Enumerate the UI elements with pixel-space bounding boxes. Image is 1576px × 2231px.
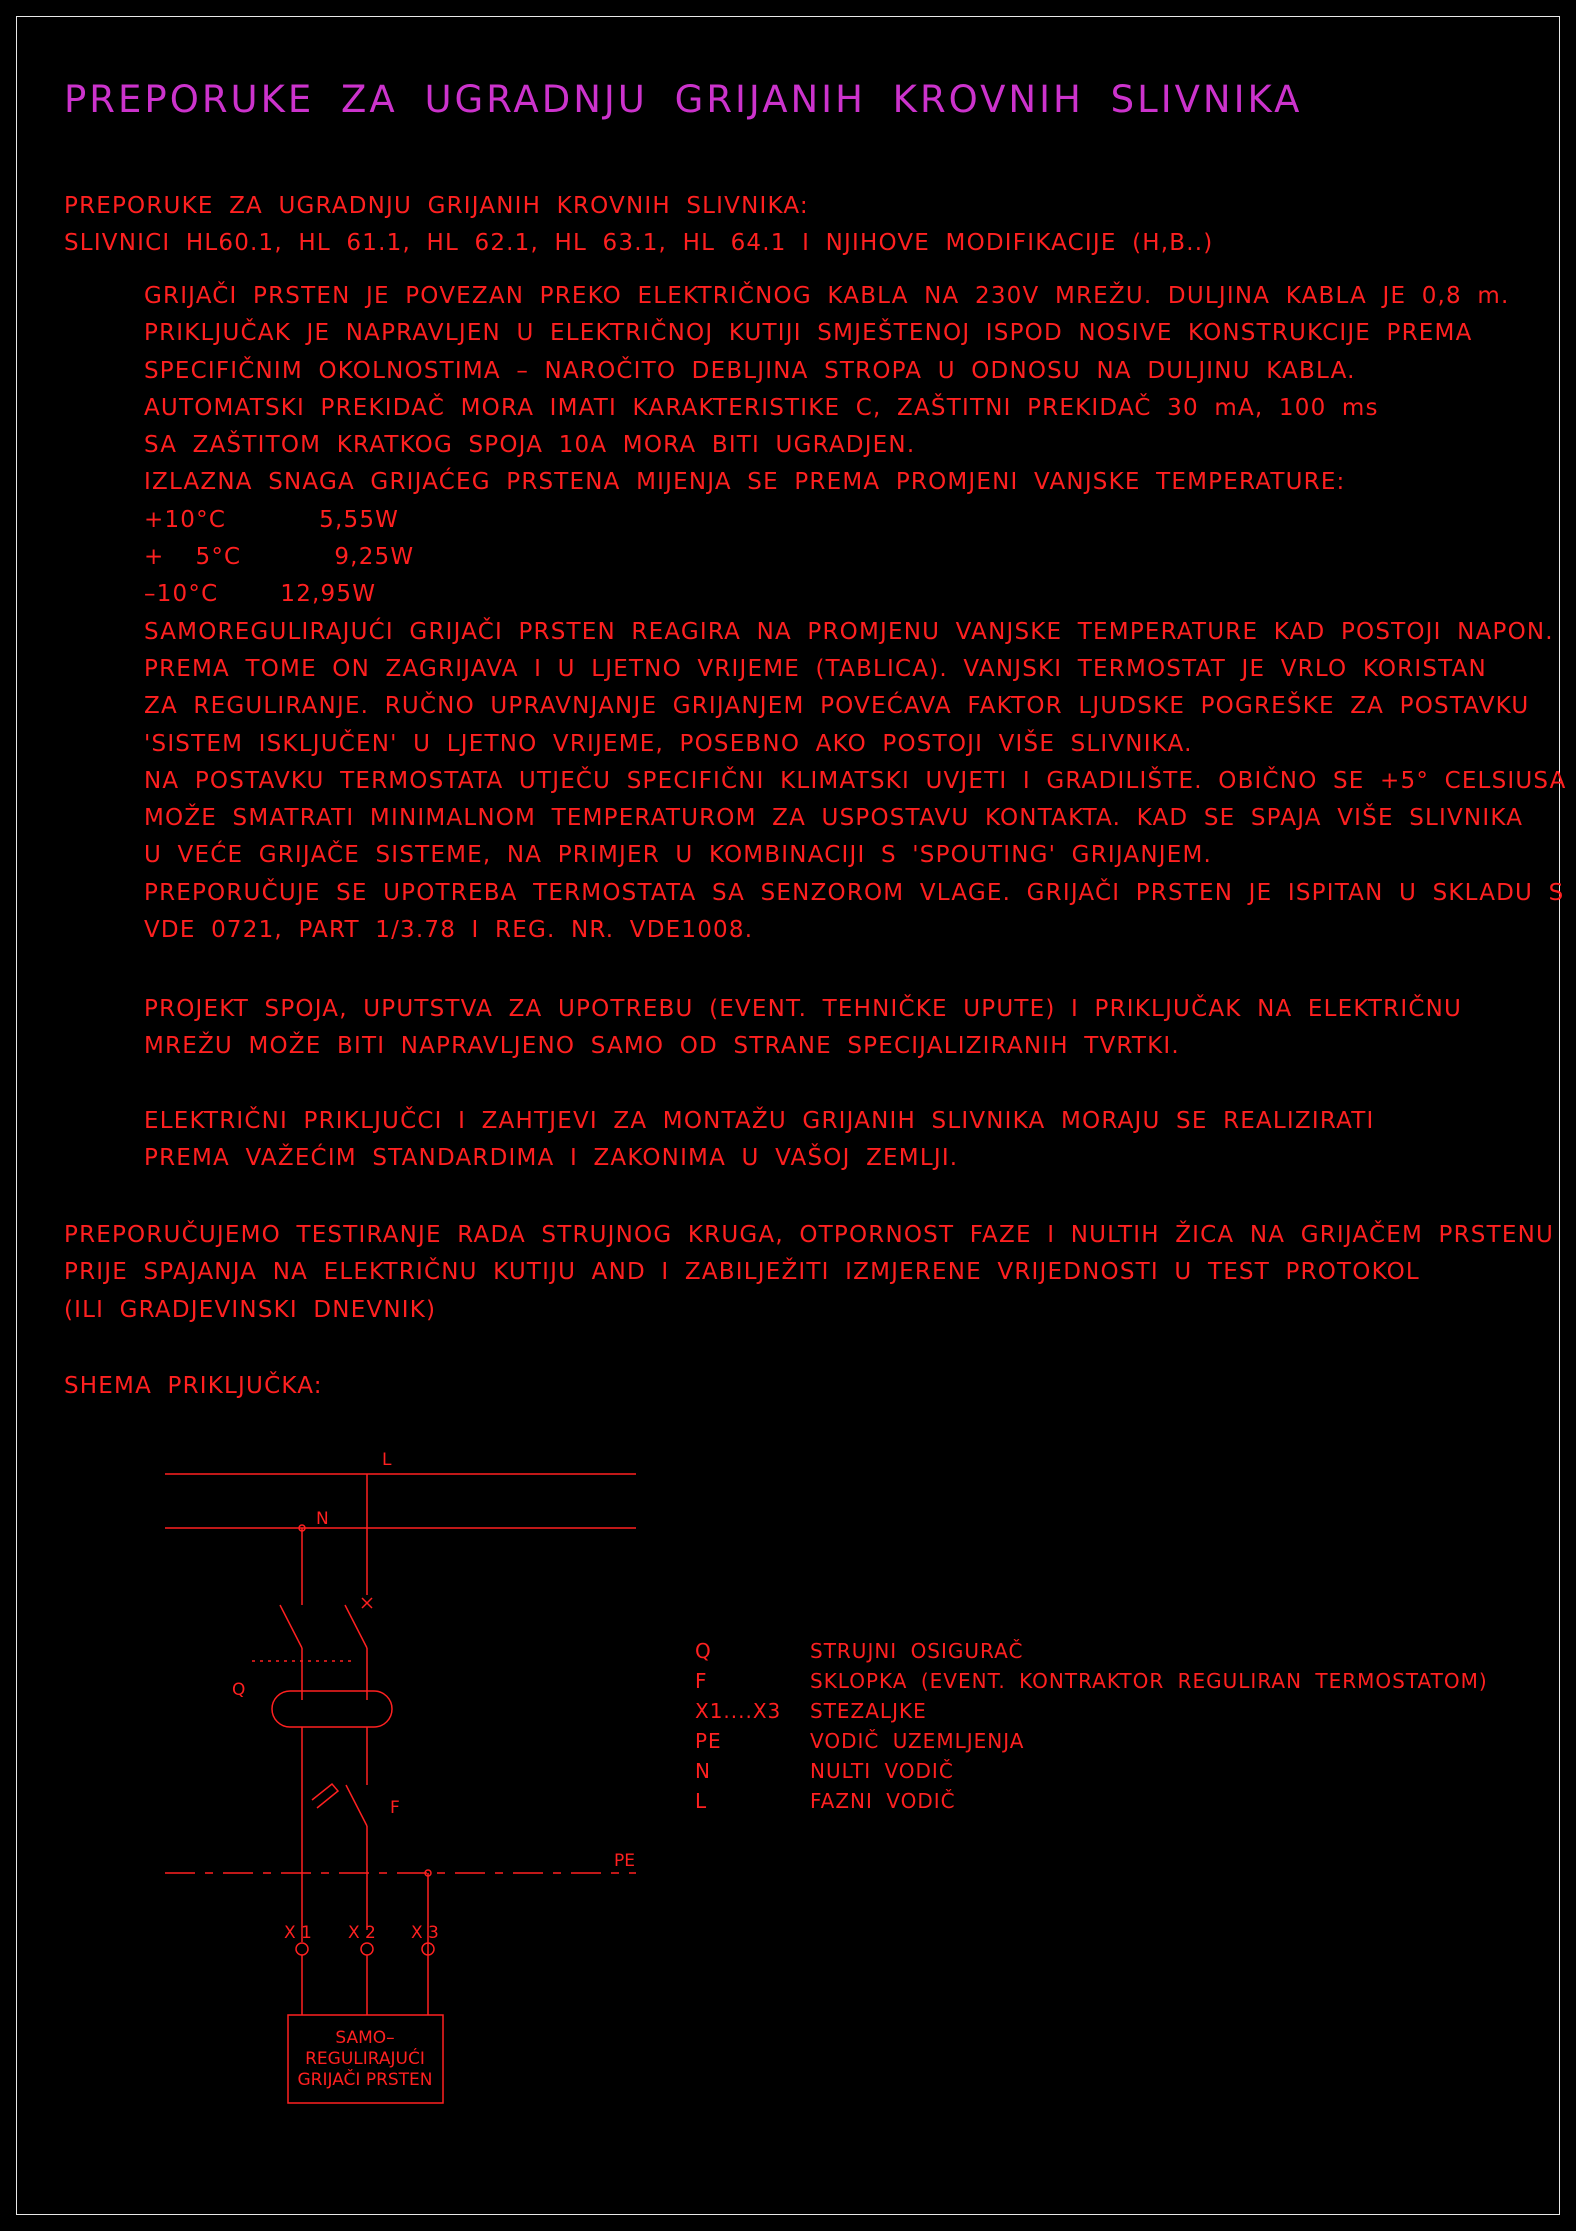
legend-desc: STRUJNI OSIGURAČ bbox=[810, 1639, 1024, 1663]
body-line: PREMA TOME ON ZAGRIJAVA I U LJETNO VRIJEME (TABLICA). VANJSKI TERMOSTAT JE VRLO KORISTAN bbox=[144, 655, 1487, 682]
legend-code: F bbox=[695, 1669, 708, 1693]
legend-row bbox=[695, 1786, 1488, 1816]
switch-Q-left bbox=[280, 1605, 302, 1648]
legend-row bbox=[695, 1756, 1488, 1786]
label-X2: X 2 bbox=[348, 1923, 376, 1943]
project-line: MREŽU MOŽE BITI NAPRAVLJENO SAMO OD STRANE SPECIJALIZIRANIH TVRTKI. bbox=[144, 1033, 1180, 1060]
terminal-X2 bbox=[361, 1943, 373, 1955]
legend-row bbox=[695, 1636, 1488, 1666]
body-line: GRIJAČI PRSTEN JE POVEZAN PREKO ELEKTRIČNOG KABLA NA 230V MREŽU. DULJINA KABLA JE 0,8 m. bbox=[144, 283, 1510, 309]
testing-line: PREPORUČUJEMO TESTIRANJE RADA STRUJNOG KRUGA, OTPORNOST FAZE I NULTIH ŽICA NA GRIJAČEM PRSTENU bbox=[64, 1222, 1555, 1248]
body-line: AUTOMATSKI PREKIDAČ MORA IMATI KARAKTERISTIKE C, ZAŠTITNI PREKIDAČ 30 mA, 100 ms bbox=[144, 394, 1379, 421]
body-line: PREPORUČUJE SE UPOTREBA TERMOSTATA SA SENZOROM VLAGE. GRIJAČI PRSTEN JE ISPITAN U SKLADU S bbox=[144, 879, 1565, 906]
schema-heading: SHEMA PRIKLJUČKA: bbox=[64, 1373, 323, 1399]
legend-row bbox=[695, 1726, 1488, 1756]
legend-desc: FAZNI VODIČ bbox=[810, 1789, 956, 1813]
body-line: MOŽE SMATRATI MINIMALNOM TEMPERATUROM ZA USPOSTAVU KONTAKTA. KAD SE SPAJA VIŠE SLIVNIKA bbox=[144, 805, 1524, 832]
body-line: U VEĆE GRIJAČE SISTEME, NA PRIMJER U KOMBINACIJI S 'SPOUTING' GRIJANJEM. bbox=[144, 842, 1213, 869]
electric-line: PREMA VAŽEĆIM STANDARDIMA I ZAKONIMA U VAŠOJ ZEMLJI. bbox=[144, 1145, 959, 1172]
terminal-X1 bbox=[296, 1943, 308, 1955]
switch-Q-right bbox=[345, 1605, 367, 1648]
body-line: 'SISTEM ISKLJUČEN' U LJETNO VRIJEME, POSEBNO AKO POSTOJI VIŠE SLIVNIKA. bbox=[144, 730, 1193, 757]
legend-code: N bbox=[695, 1759, 711, 1783]
body-line: SA ZAŠTITOM KRATKOG SPOJA 10A MORA BITI UGRADJEN. bbox=[144, 432, 916, 459]
legend-code: PE bbox=[695, 1729, 722, 1753]
legend-desc: NULTI VODIČ bbox=[810, 1759, 954, 1783]
intro-line: SLIVNICI HL60.1, HL 61.1, HL 62.1, HL 63.1, HL 64.1 I NJIHOVE MODIFIKACIJE (H,B..) bbox=[64, 230, 1214, 257]
temp-row: +10°C 5,55W bbox=[144, 506, 400, 533]
label-X1: X 1 bbox=[284, 1923, 312, 1943]
switch-F bbox=[346, 1785, 367, 1826]
temp-row: –10°C 12,95W bbox=[144, 581, 377, 608]
testing-line: (ILI GRADJEVINSKI DNEVNIK) bbox=[64, 1296, 437, 1323]
legend-desc: STEZALJKE bbox=[810, 1699, 927, 1723]
label-PE: PE bbox=[614, 1851, 635, 1871]
intro-line: PREPORUKE ZA UGRADNJU GRIJANIH KROVNIH SLIVNIKA: bbox=[64, 193, 809, 219]
label-X3: X 3 bbox=[411, 1923, 439, 1943]
body-line: IZLAZNA SNAGA GRIJAĆEG PRSTENA MIJENJA SE PREMA PROMJENI VANJSKE TEMPERATURE: bbox=[144, 469, 1346, 496]
fuse-symbol-Q bbox=[272, 1691, 392, 1727]
project-line: PROJEKT SPOJA, UPUTSTVA ZA UPOTREBU (EVENT. TEHNIČKE UPUTE) I PRIKLJUČAK NA ELEKTRIČNU bbox=[144, 996, 1463, 1022]
box-label: REGULIRAJUĆI bbox=[305, 2049, 425, 2069]
body-line: VDE 0721, PART 1/3.78 I REG. NR. VDE1008. bbox=[144, 917, 754, 944]
legend-desc: VODIČ UZEMLJENJA bbox=[810, 1729, 1025, 1753]
legend-row bbox=[695, 1696, 1488, 1726]
page-title: PREPORUKE ZA UGRADNJU GRIJANIH KROVNIH SLIVNIKA bbox=[64, 78, 1303, 121]
legend-row bbox=[695, 1666, 1488, 1696]
electric-line: ELEKTRIČNI PRIKLJUČCI I ZAHTJEVI ZA MONTAŽU GRIJANIH SLIVNIKA MORAJU SE REALIZIRATI bbox=[144, 1108, 1375, 1134]
legend-code: Q bbox=[695, 1639, 712, 1663]
box-label: GRIJAČI PRSTEN bbox=[297, 2070, 433, 2090]
label-F: F bbox=[390, 1798, 400, 1818]
body-line: PRIKLJUČAK JE NAPRAVLJEN U ELEKTRIČNOJ KUTIJI SMJEŠTENOJ ISPOD NOSIVE KONSTRUKCIJE PREMA bbox=[144, 320, 1473, 347]
label-L: L bbox=[382, 1450, 392, 1470]
switch-F-actuator bbox=[312, 1784, 338, 1808]
legend-desc: SKLOPKA (EVENT. KONTRAKTOR REGULIRAN TERMOSTATOM) bbox=[810, 1669, 1488, 1693]
body-line: SAMOREGULIRAJUĆI GRIJAČI PRSTEN REAGIRA NA PROMJENU VANJSKE TEMPERATURE KAD POSTOJI NAPON. bbox=[144, 618, 1554, 645]
testing-line: PRIJE SPAJANJA NA ELEKTRIČNU KUTIJU AND I ZABILJEŽITI IZMJERENE VRIJEDNOSTI U TEST PROTOKOL bbox=[64, 1259, 1420, 1286]
body-line: NA POSTAVKU TERMOSTATA UTJEČU SPECIFIČNI KLIMATSKI UVJETI I GRADILIŠTE. OBIČNO SE +5° CELSIUSA bbox=[144, 767, 1567, 794]
box-label: SAMO– bbox=[335, 2028, 395, 2048]
legend-code: X1....X3 bbox=[695, 1699, 782, 1723]
label-N: N bbox=[316, 1509, 329, 1529]
body-line: SPECIFIČNIM OKOLNOSTIMA – NAROČITO DEBLJINA STROPA U ODNOSU NA DULJINU KABLA. bbox=[144, 357, 1356, 384]
temp-row: + 5°C 9,25W bbox=[144, 544, 415, 571]
legend-code: L bbox=[695, 1789, 708, 1813]
label-Q: Q bbox=[232, 1680, 246, 1700]
legend bbox=[695, 1636, 1488, 1816]
body-line: ZA REGULIRANJE. RUČNO UPRAVNJANJE GRIJANJEM POVEĆAVA FAKTOR LJUDSKE POGREŠKE ZA POSTAVKU bbox=[144, 693, 1530, 720]
